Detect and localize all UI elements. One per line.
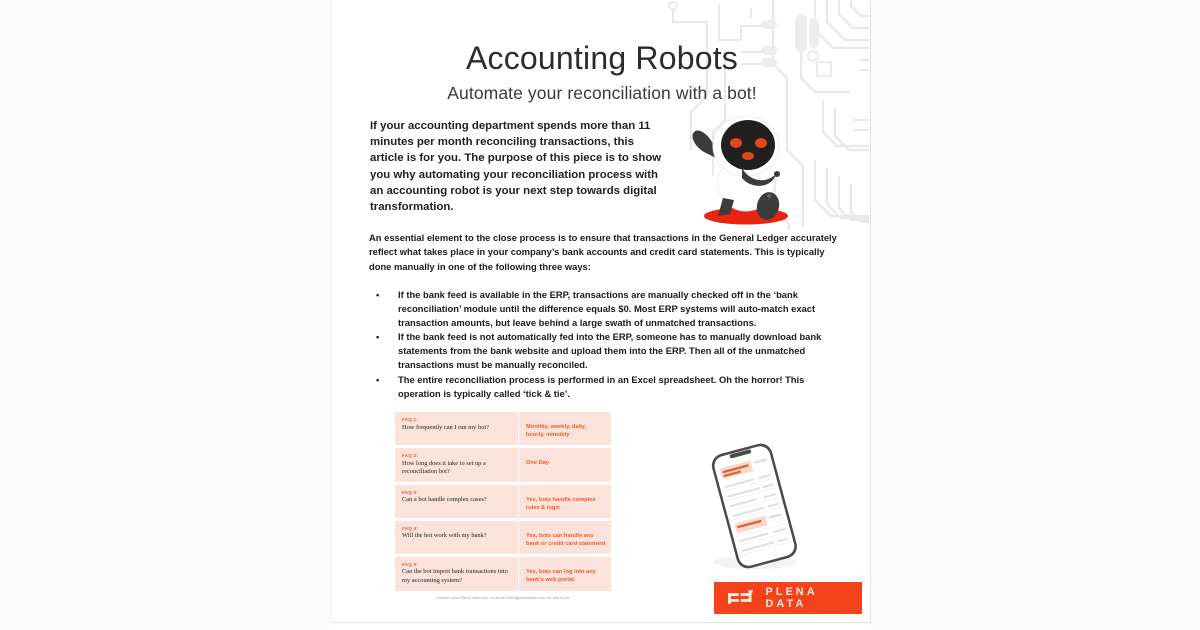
faq-answer: Yes, bots can log into any bank’s web portal bbox=[526, 568, 596, 583]
faq-question: Will the bot work with my bank? bbox=[402, 532, 487, 540]
faq-answer-cell bbox=[519, 485, 611, 518]
table-row bbox=[395, 521, 611, 554]
faq-label: FAQ 2: bbox=[402, 453, 419, 458]
list-item bbox=[372, 373, 848, 401]
faq-question-cell bbox=[395, 485, 519, 518]
faq-answer: Monthly, weekly, daily, hourly, minutely bbox=[526, 424, 587, 439]
table-row bbox=[395, 448, 611, 482]
faq-answer-cell bbox=[519, 448, 611, 482]
bullet-marker-icon: • bbox=[376, 331, 380, 343]
faq-question: How frequently can I run my bot? bbox=[402, 423, 489, 431]
table-row bbox=[395, 485, 611, 518]
document-header bbox=[332, 40, 871, 104]
faq-answer: Yes, bots handle complex rules & logic bbox=[526, 496, 596, 511]
faq-answer: Yes, bots can handle any bank or credit card statement bbox=[526, 532, 606, 547]
faq-answer-cell bbox=[519, 521, 611, 554]
intro-block bbox=[370, 118, 670, 215]
page-title: Accounting Robots bbox=[465, 40, 738, 76]
pd-monogram-icon bbox=[728, 590, 753, 606]
list-item bbox=[372, 330, 848, 371]
list-item-text: If the bank feed is not automatically fed into the ERP, someone has to manually download bank statements from the bank website and upload them into the ERP. Then all of the unmatched transactions must be manually reconciled. bbox=[398, 331, 822, 371]
faq-label: FAQ 5: bbox=[402, 561, 419, 567]
faq-question-cell bbox=[395, 521, 519, 554]
faq-question-cell bbox=[395, 557, 519, 591]
faq-answer-cell bbox=[519, 557, 611, 591]
body-copy-block bbox=[369, 231, 844, 274]
faq-question-cell bbox=[395, 448, 519, 482]
faq-question-cell bbox=[395, 412, 519, 445]
page-gutter-right bbox=[870, 0, 1200, 630]
faq-question: Can a bot handle complex cases? bbox=[402, 496, 487, 504]
intro-paragraph: If your accounting department spends more than 11 minutes per month reconciling transactions, this article is for you. The purpose of this piece is to show you why automating your reconciliation process with an accounting robot is your next step towards digital transformation. bbox=[370, 120, 662, 213]
faq-table bbox=[395, 412, 611, 600]
faq-answer-cell bbox=[519, 412, 611, 445]
smartphone-mockup-icon bbox=[697, 438, 819, 574]
body-paragraph: An essential element to the close process is to ensure that transactions in the General Ledger accurately reflect what takes place in your company’s bank accounts and credit card statements. This is typically done manually in one of the following three ways: bbox=[369, 232, 837, 272]
plena-data-logo bbox=[714, 582, 862, 614]
list-item-text: If the bank feed is available in the ERP, transactions are manually checked off in the ‘bank reconciliation’ module until the difference equals $0. Most ERP systems will auto-match exact transaction amounts, but leave behind a large swath of unmatched transactions. bbox=[398, 289, 816, 328]
bullet-marker-icon: • bbox=[376, 289, 380, 300]
table-row bbox=[395, 557, 611, 591]
faq-question: How long does it take to set up a reconciliation bot? bbox=[402, 459, 486, 476]
faq-label: FAQ 4: bbox=[402, 525, 419, 531]
list-item bbox=[372, 288, 848, 329]
faq-footnote: Contact your Plena Data rep. or email hello@plenadata.com for more info bbox=[436, 594, 570, 600]
document-page bbox=[331, 0, 871, 623]
faq-answer: One Day bbox=[526, 460, 550, 466]
list-item-text: The entire reconciliation process is performed in an Excel spreadsheet. Oh the horror! This operation is typically called ‘tick & tie’. bbox=[398, 373, 805, 399]
faq-label: FAQ 3: bbox=[402, 489, 419, 495]
page-subtitle: Automate your reconciliation with a bot! bbox=[447, 82, 757, 103]
accounting-robot-icon bbox=[680, 100, 810, 228]
faq-question: Can the bot import bank transactions into my accounting system? bbox=[402, 568, 508, 584]
faq-label: FAQ 1: bbox=[402, 417, 419, 422]
bullet-list bbox=[372, 288, 848, 402]
page-gutter-left bbox=[0, 0, 330, 630]
bullet-marker-icon: • bbox=[376, 373, 380, 385]
logo-text: PLENA DATA bbox=[765, 586, 818, 610]
table-row bbox=[395, 412, 611, 445]
